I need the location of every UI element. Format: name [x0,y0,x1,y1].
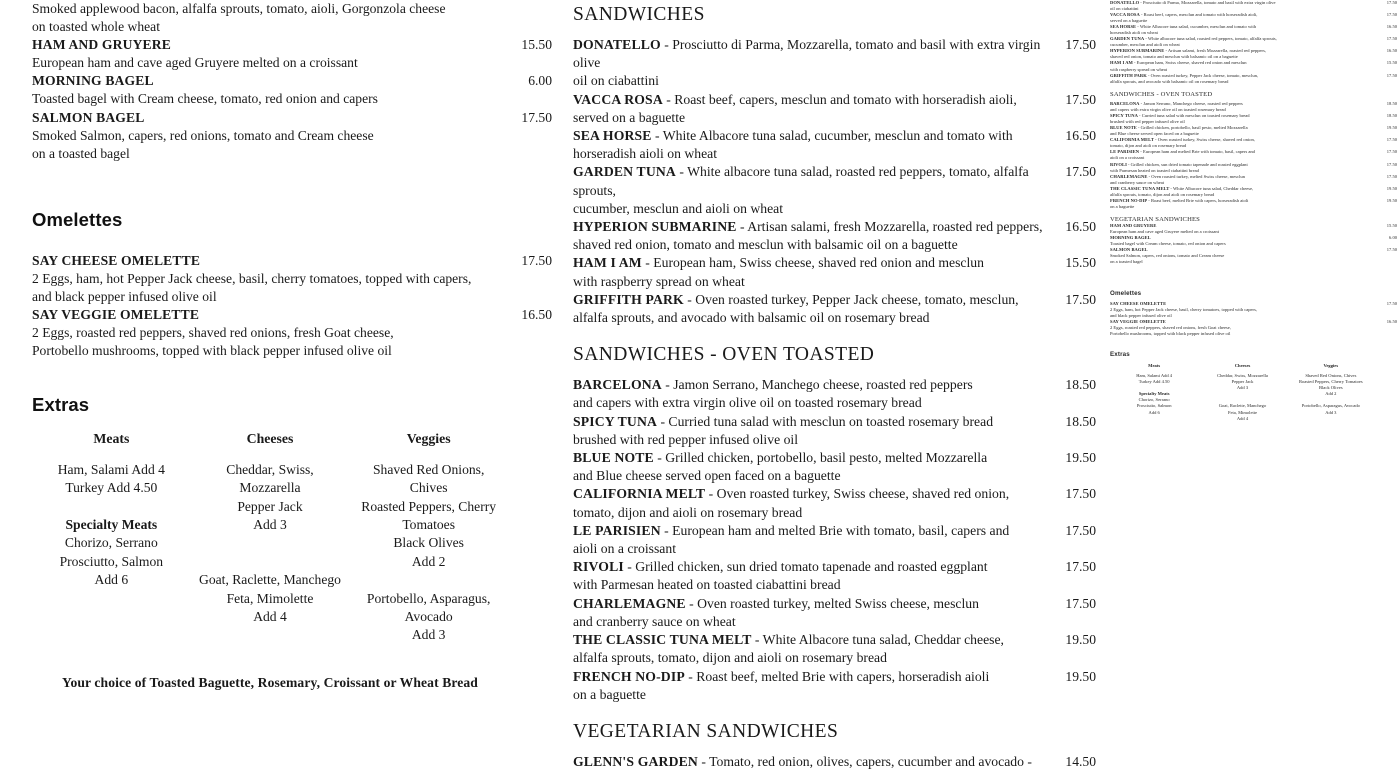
item-description-line2: and cranberry sauce on wheat [573,613,736,629]
item-description-line1: - Roast beef, capers, mesclun and tomato with horseradish aioli, [1139,12,1258,18]
item-description-line1: - Grilled chicken, portobello, basil pesto, melted Mozzarella [1136,125,1248,131]
item-description-line2: with raspberry spread on wheat [573,273,745,289]
item-description-line2: tomato, dijon and aioli on rosemary bread [573,504,803,520]
item-description-line1: - Oven roasted turkey, melted Swiss cheese, mesclun [1147,173,1245,179]
item-price: 17.50 [1065,559,1096,575]
item-description-line1: 2 Eggs, roasted red peppers, shaved red onions, fresh Goat cheese, [1110,324,1231,330]
item-price: 17.50 [1386,72,1397,78]
item-description-line1: - White Albacore tuna salad, cucumber, mesclun and tomato with [1136,24,1257,30]
item-description-line2: shaved red onion, tomato and mesclun with balsamic oil on a baguette [573,237,958,253]
item-name: BLUE NOTE [1110,125,1137,131]
extras-cell-veggies [349,461,508,645]
item-description-line1: Smoked Salmon, capers, red onions, tomato and Cream cheese [32,127,374,143]
menu-item [1110,24,1397,36]
menu-item [573,753,1096,771]
menu-item [1110,48,1397,60]
menu-item [1110,247,1397,265]
item-name: SPICY TUNA [1110,113,1138,119]
item-description-line1: Smoked applewood bacon, alfalfa sprouts, tomato, aioli, Gorgonzola cheese [32,1,446,16]
item-price: 17.50 [521,109,552,125]
menu-item [573,631,1096,667]
item-price: 17.50 [1386,173,1397,179]
item-description-line2: brushed with red pepper infused olive oil [573,431,799,447]
section-heading-omelettes: Omelettes [1110,290,1142,298]
item-name: FRENCH NO-DIP [573,668,685,684]
item-price: 16.50 [1386,318,1397,324]
extras-line: Goat, Raclette, Manchego [199,572,341,588]
thumbnail-sandwiches-list [1110,0,1397,85]
extras-line: Prosciutto, Salmon [1136,403,1172,409]
menu-item [573,376,1096,412]
item-name: LE PARISIEN [573,522,661,538]
item-price: 19.50 [1386,197,1397,203]
extras-spacer [195,534,346,552]
item-name: SEA HORSE [1110,24,1137,30]
thumbnail-vegetarian-list [1110,222,1397,265]
menu-item [32,252,552,306]
item-name: MORNING BAGEL [1110,234,1151,240]
extras-cell-cheeses [1198,373,1286,422]
extras-line: Add 3 [411,627,446,643]
extras-line: Goat, Raclette, Manchego [1218,403,1267,409]
item-description-line1: - Curried tuna salad with mesclun on toasted rosemary bread [657,413,994,429]
item-description-line1: 2 Eggs, ham, hot Pepper Jack cheese, basil, cherry tomatoes, topped with capers, [1110,306,1257,312]
menu-item [1110,137,1397,149]
extras-line: Black Olives [393,535,464,551]
menu-item [32,72,552,108]
extras-line: Pepper Jack [237,498,303,514]
item-name: HAM I AM [573,255,642,271]
item-name: GARDEN TUNA [1110,36,1145,42]
section-heading-sandwiches-oven-toasted: SANDWICHES - OVEN TOASTED [573,344,875,366]
item-description-line1: - European ham, Swiss cheese, shaved red onion and mesclun [1132,60,1247,66]
item-price: 17.50 [1065,91,1096,107]
item-name: HYPERION SUBMARINE [1110,48,1165,54]
item-price: 15.50 [521,37,552,53]
item-description-line1: - European ham and melted Brie with tomato, basil, capers and [660,522,1010,538]
item-name: RIVOLI [573,559,624,575]
item-price: 18.50 [1065,377,1096,393]
item-description-line2: shaved red onion, tomato and mesclun with balsamic oil on a baguette [1110,54,1238,60]
item-price: 16.50 [521,307,552,323]
extras-column-header-meats: Meats [93,431,130,447]
item-description-line2: aioli on a croissant [573,541,677,557]
item-description-line1: - Oven roasted turkey, Swiss cheese, shaved red onion, [1153,137,1255,143]
extras-line: Chorizo, Serrano [1138,397,1170,403]
section-heading-sandwiches-oven-toasted: SANDWICHES - OVEN TOASTED [1110,90,1213,98]
item-description-line1: - Oven roasted turkey, Pepper Jack cheese, tomato, mesclun, [683,291,1019,307]
item-description-line1: - Jamon Serrano, Manchego cheese, roasted red peppers [1139,101,1243,107]
item-price: 14.50 [1065,753,1096,769]
menu-item [1110,12,1397,24]
item-description-line2: and black pepper infused olive oil [1110,312,1172,318]
menu-column-left [0,0,560,690]
item-price: 16.50 [1386,24,1397,30]
item-price: 6.00 [528,73,552,89]
menu-item [32,36,552,72]
item-description-line1: - Prosciutto di Parma, Mozzarella, tomato and basil with extra virgin olive [1139,0,1276,5]
item-name: SAY CHEESE OMELETTE [32,252,201,268]
menu-item [573,291,1096,327]
item-price: 17.50 [1065,595,1096,611]
section-heading-extras: Extras [32,394,90,416]
extras-line: Add 3 [1236,385,1249,391]
item-description-line2: with raspberry spread on wheat [1110,66,1168,72]
item-description-line2: horseradish aioli on wheat [1110,30,1158,36]
item-description-line2: on a baguette [573,686,646,702]
item-description-line2: on a baguette [1110,203,1135,209]
item-description-line2: alfalfa sprouts, tomato, dijon and aioli on rosemary bread [573,650,887,666]
extras-line: Add 4 [1236,415,1249,421]
item-description-line2: alfalfa sprouts, tomato, dijon and aioli on rosemary bread [1110,191,1215,197]
extras-column-header-veggies: Veggies [406,431,451,447]
item-name: SEA HORSE [573,128,652,144]
menu-item [573,218,1096,254]
menu-item [1110,60,1397,72]
item-description-line2: with Parmesan heated on toasted ciabattini bread [573,577,841,593]
item-description-line1: - Artisan salami, fresh Mozzarella, roasted red peppers, [1164,48,1266,54]
extras-line: Portobello, Asparagus, Avocado [1301,403,1360,409]
thumbnail-oven-toasted-list [1110,101,1397,210]
item-name: SAY CHEESE OMELETTE [1110,300,1167,306]
item-description-line2: and capers with extra virgin olive oil on toasted rosemary bread [573,395,922,411]
item-description-line1: - White Albacore tuna salad, Cheddar cheese, [751,632,1004,648]
menu-item [32,0,508,36]
item-name: HAM AND GRUYERE [1110,222,1157,228]
item-name: CALIFORNIA MELT [573,486,706,502]
item-price: 17.50 [1386,300,1397,306]
item-description-line2: horseradish aioli on wheat [573,146,718,162]
menu-item [1110,161,1397,174]
extras-line: Chorizo, Serrano [64,535,158,551]
menu-item [1110,72,1397,85]
menu-item [1110,36,1397,48]
item-description-line1: Toasted bagel with Cream cheese, tomato, red onion and capers [1110,241,1226,247]
item-description-line2: aioli on a croissant [1110,155,1145,161]
menu-item [1110,149,1397,161]
item-name: GARDEN TUNA [573,164,676,180]
item-description-line2: served on a baguette [1110,18,1148,24]
item-name: VACCA ROSA [573,91,663,107]
item-price: 6.00 [1389,234,1397,240]
extras-line: Feta, Mimolette [226,590,314,606]
menu-item [1110,173,1397,186]
item-description-line1: - Grilled chicken, sun dried tomato tapenade and roasted eggplant [1126,161,1248,167]
extras-line: Add 4 [253,609,287,625]
item-name: MORNING BAGEL [32,73,154,89]
extras-column-header-cheeses: Cheeses [1234,362,1251,368]
menu-item [32,306,552,360]
item-description-line1: - European ham and melted Brie with tomato, basil, capers and [1139,149,1255,155]
bread-choice-note: Your choice of Toasted Baguette, Rosemary, Croissant or Wheat Bread [62,674,478,690]
sandwiches-list [573,36,1096,327]
extras-line: Roasted Peppers, Cherry Tomatoes [361,498,497,533]
menu-item [32,109,552,163]
item-price: 17.50 [1386,149,1397,155]
item-name: THE CLASSIC TUNA MELT [1110,185,1170,191]
item-description-line2: cucumber, mesclun and aioli on wheat [1110,42,1180,48]
extras-line: Prosciutto, Salmon [59,553,164,569]
item-description-line2: and Blue cheese served open faced on a baguette [573,468,841,484]
menu-item [1110,318,1397,337]
extras-cell-meats [32,461,191,645]
item-name: SAY VEGGIE OMELETTE [32,307,200,323]
item-description-line1: - Grilled chicken, portobello, basil pesto, melted Mozzarella [653,450,988,466]
item-description-line2: on a toasted bagel [1110,259,1143,265]
extras-line: Add 6 [1148,409,1160,415]
item-description-line1: - Jamon Serrano, Manchego cheese, roasted red peppers [661,377,973,393]
item-price: 17.50 [1065,37,1096,52]
item-price: 18.50 [1386,101,1397,107]
item-description-line2: Portobello mushrooms, topped with black pepper infused olive oil [1110,330,1231,336]
item-price: 17.50 [1386,137,1397,143]
item-description-line1: European ham and cave aged Gruyere melted on a croissant [1110,228,1219,234]
menu-column-thumbnail-preview [1105,0,1400,500]
extras-line: Turkey Add 4.50 [65,480,158,496]
item-price: 17.50 [1386,0,1397,5]
item-description-line1: - Roast beef, capers, mesclun and tomato with horseradish aioli, [662,91,1017,107]
item-description-line2: Portobello mushrooms, topped with black pepper infused olive oil [32,343,392,359]
item-price: 17.50 [1065,164,1096,180]
item-price: 19.50 [1065,450,1096,466]
extras-line: Turkey Add 4.50 [1138,379,1170,385]
item-price: 15.50 [1065,255,1096,271]
extras-line: Portobello, Asparagus, Avocado [366,590,491,625]
item-description-line1: - Tomato, red onion, olives, capers, cucumber and avocado - [697,753,1032,769]
menu-item [573,449,1096,485]
menu-item [573,558,1096,594]
menu-item [1110,125,1397,137]
item-name: HYPERION SUBMARINE [573,219,737,235]
extras-table [32,430,508,644]
item-price: 18.50 [1065,413,1096,429]
item-price: 16.50 [1386,48,1397,54]
item-description-line1: - European ham, Swiss cheese, shaved red onion and mesclun [641,255,984,271]
item-name: THE CLASSIC TUNA MELT [573,632,752,648]
item-description-line1: - White Albacore tuna salad, Cheddar cheese, [1169,185,1254,191]
item-description-line1: - Roast beef, melted Brie with capers, horseradish aioli [1147,197,1249,203]
item-name: DONATELLO [573,37,661,52]
menu-item [573,36,1096,91]
item-description-line1: - Oven roasted turkey, Swiss cheese, shaved red onion, [705,486,1010,502]
item-price: 17.50 [521,252,552,268]
item-price: 17.50 [1386,161,1397,167]
menu-item [1110,101,1397,113]
item-description-line1: 2 Eggs, roasted red peppers, shaved red onions, fresh Goat cheese, [32,325,394,341]
extras-line: Shaved Red Onions, Chives [372,461,485,496]
item-price: 16.50 [1065,128,1096,144]
item-name: SAY VEGGIE OMELETTE [1110,318,1166,324]
extras-line: Ham, Salami Add 4 [57,461,165,477]
menu-item [1110,300,1397,319]
item-price: 19.50 [1386,185,1397,191]
item-name: VACCA ROSA [1110,12,1140,18]
omelettes-list [32,252,552,361]
item-name: CHARLEMAGNE [1110,173,1148,179]
item-description-line1: - Grilled chicken, sun dried tomato tapenade and roasted eggplant [623,559,988,575]
item-name: RIVOLI [1110,161,1127,167]
menu-item [573,413,1096,449]
item-description-line2: and cranberry sauce on wheat [1110,179,1165,185]
item-price: 19.50 [1065,632,1096,648]
item-price: 17.50 [1386,247,1397,253]
menu-item [573,668,1096,704]
item-name: HAM I AM [1110,60,1133,66]
extras-line: Add 3 [1325,409,1337,415]
extras-line: Add 6 [94,572,129,588]
item-description-line2: oil on ciabattini [573,73,659,89]
extras-line: Cheddar, Swiss, Mozzarella [226,461,314,496]
item-price: 17.50 [1386,36,1397,42]
menu-item [573,522,1096,558]
extras-column-header-cheeses: Cheeses [246,431,294,447]
item-description-line2: brushed with red pepper infused olive oil [1110,119,1185,125]
extras-column-header-veggies: Veggies [1323,362,1339,368]
item-description-line1: - Curried tuna salad with mesclun on toasted rosemary bread [1137,113,1250,119]
extras-line: Add 2 [411,553,446,569]
item-description-line2: oil on ciabattini [1110,6,1139,12]
item-description-line1: - White albacore tuna salad, roasted red peppers, tomato, alfalfa sprouts, [573,164,1029,198]
item-name: GRIFFITH PARK [1110,72,1147,78]
item-description-line1: - Prosciutto di Parma, Mozzarella, tomato and basil with extra virgin olive [573,37,1041,71]
item-description-line1: - Artisan salami, fresh Mozzarella, roasted red peppers, [736,219,1043,235]
extras-line: Pepper Jack [1231,379,1254,385]
item-description-line2: served on a baguette [573,109,686,125]
item-description-line2: alfalfa sprouts, and avocado with balsamic oil on rosemary bread [1110,78,1229,84]
item-description-line2: tomato, dijon and aioli on rosemary bread [1110,143,1187,149]
extras-line: Ham, Salami Add 4 [1136,372,1173,378]
item-name: BARCELONA [1110,101,1140,107]
menu-item [573,254,1096,290]
item-name: CALIFORNIA MELT [1110,137,1154,143]
item-description-line1: Smoked Salmon, capers, red onions, tomato and Cream cheese [1110,253,1225,259]
item-price: 19.50 [1386,125,1397,131]
menu-item [573,91,1096,127]
item-name: SALMON BAGEL [32,109,145,125]
item-description-line1: - White Albacore tuna salad, cucumber, mesclun and tomato with [651,128,1013,144]
extras-subheader-specialty-meats: Specialty Meats [65,517,158,533]
item-description-line2: with Parmesan heated on toasted ciabattini bread [1110,167,1199,173]
item-price: 17.50 [1065,486,1096,502]
item-description-line1: European ham and cave aged Gruyere melted on a croissant [32,55,358,71]
thumbnail-omelettes-list [1110,300,1397,337]
section-heading-extras: Extras [1110,350,1130,358]
menu-item [1110,234,1397,247]
item-name: HAM AND GRUYERE [32,37,171,53]
item-price: 16.50 [1065,219,1096,235]
menu-item [573,163,1096,218]
item-description-line2: and Blue cheese served open faced on a baguette [1110,131,1199,137]
extras-line: Roasted Peppers, Cherry Tomatoes [1298,379,1363,385]
extras-line: Black Olives [1319,385,1343,391]
section-heading-vegetarian-sandwiches: VEGETARIAN SANDWICHES [1110,215,1200,223]
item-price: 17.50 [1065,291,1096,307]
item-price: 15.50 [1386,60,1397,66]
item-description-line1: - White albacore tuna salad, roasted red peppers, tomato, alfalfa sprouts, [1144,36,1277,42]
item-name: CHARLEMAGNE [573,595,686,611]
menu-item [573,595,1096,631]
item-price: 18.50 [1386,113,1397,119]
extras-column-header-meats: Meats [1148,362,1161,368]
menu-item [1110,222,1397,235]
extras-cell-meats [1110,373,1198,422]
extras-cell-cheeses [191,461,350,645]
item-name: SPICY TUNA [573,413,658,429]
item-name: GRIFFITH PARK [573,291,684,307]
item-description-line2: cucumber, mesclun and aioli on wheat [573,200,784,216]
item-description-line1: - Roast beef, melted Brie with capers, horseradish aioli [684,668,990,684]
extras-line: Feta, Mimolette [1227,409,1258,415]
extras-table [1110,363,1375,422]
item-name: LE PARISIEN [1110,149,1140,155]
item-price: 17.50 [1065,522,1096,538]
item-price: 17.50 [1386,12,1397,18]
item-name: BARCELONA [573,377,662,393]
section-heading-omelettes: Omelettes [32,208,123,230]
extras-line: Add 2 [1325,391,1337,397]
extras-line: Cheddar, Swiss, Mozzarella [1217,372,1268,378]
section-heading-vegetarian-sandwiches: VEGETARIAN SANDWICHES [573,720,839,742]
item-price: 19.50 [1065,668,1096,684]
item-description-line2: on toasted whole wheat [32,19,160,35]
item-description-line1: - Oven roasted turkey, melted Swiss cheese, mesclun [685,595,979,611]
item-name: FRENCH NO-DIP [1110,197,1148,203]
extras-line: Add 3 [253,517,287,533]
item-description-line2: alfalfa sprouts, and avocado with balsamic oil on rosemary bread [573,310,930,326]
extras-spacer [36,498,187,516]
menu-column-middle [565,0,1100,769]
item-name: SALMON BAGEL [1110,247,1148,253]
item-price: 15.50 [1386,222,1397,228]
item-name: BLUE NOTE [573,450,654,466]
item-name: GLENN'S GARDEN [573,753,698,769]
menu-item [1110,197,1397,210]
item-description-line1: - Oven roasted turkey, Pepper Jack cheese, tomato, mesclun, [1146,72,1259,78]
item-name: DONATELLO [1110,0,1140,5]
extras-spacer [195,553,346,571]
extras-line: Shaved Red Onions, Chives [1305,372,1357,378]
extras-subheader-specialty-meats: Specialty Meats [1138,391,1170,397]
item-description-line2: and capers with extra virgin olive oil on toasted rosemary bread [1110,107,1226,113]
menu-item [1110,113,1397,125]
section-heading-sandwiches: SANDWICHES [573,4,705,25]
menu-item [1110,0,1397,12]
oven-toasted-list [573,376,1096,704]
extras-spacer [353,571,504,589]
extras-cell-veggies [1287,373,1375,422]
menu-item [573,485,1096,521]
item-description-line2: on a toasted bagel [32,145,130,161]
menu-item [573,127,1096,163]
item-description-line1: 2 Eggs, ham, hot Pepper Jack cheese, basil, cherry tomatoes, topped with capers, [32,270,472,286]
sandwich-continuation-list [32,0,552,163]
vegetarian-sandwiches-list [573,753,1096,771]
item-description-line2: and black pepper infused olive oil [32,289,217,305]
menu-item [1110,185,1397,198]
item-description-line1: Toasted bagel with Cream cheese, tomato, red onion and capers [32,91,378,107]
